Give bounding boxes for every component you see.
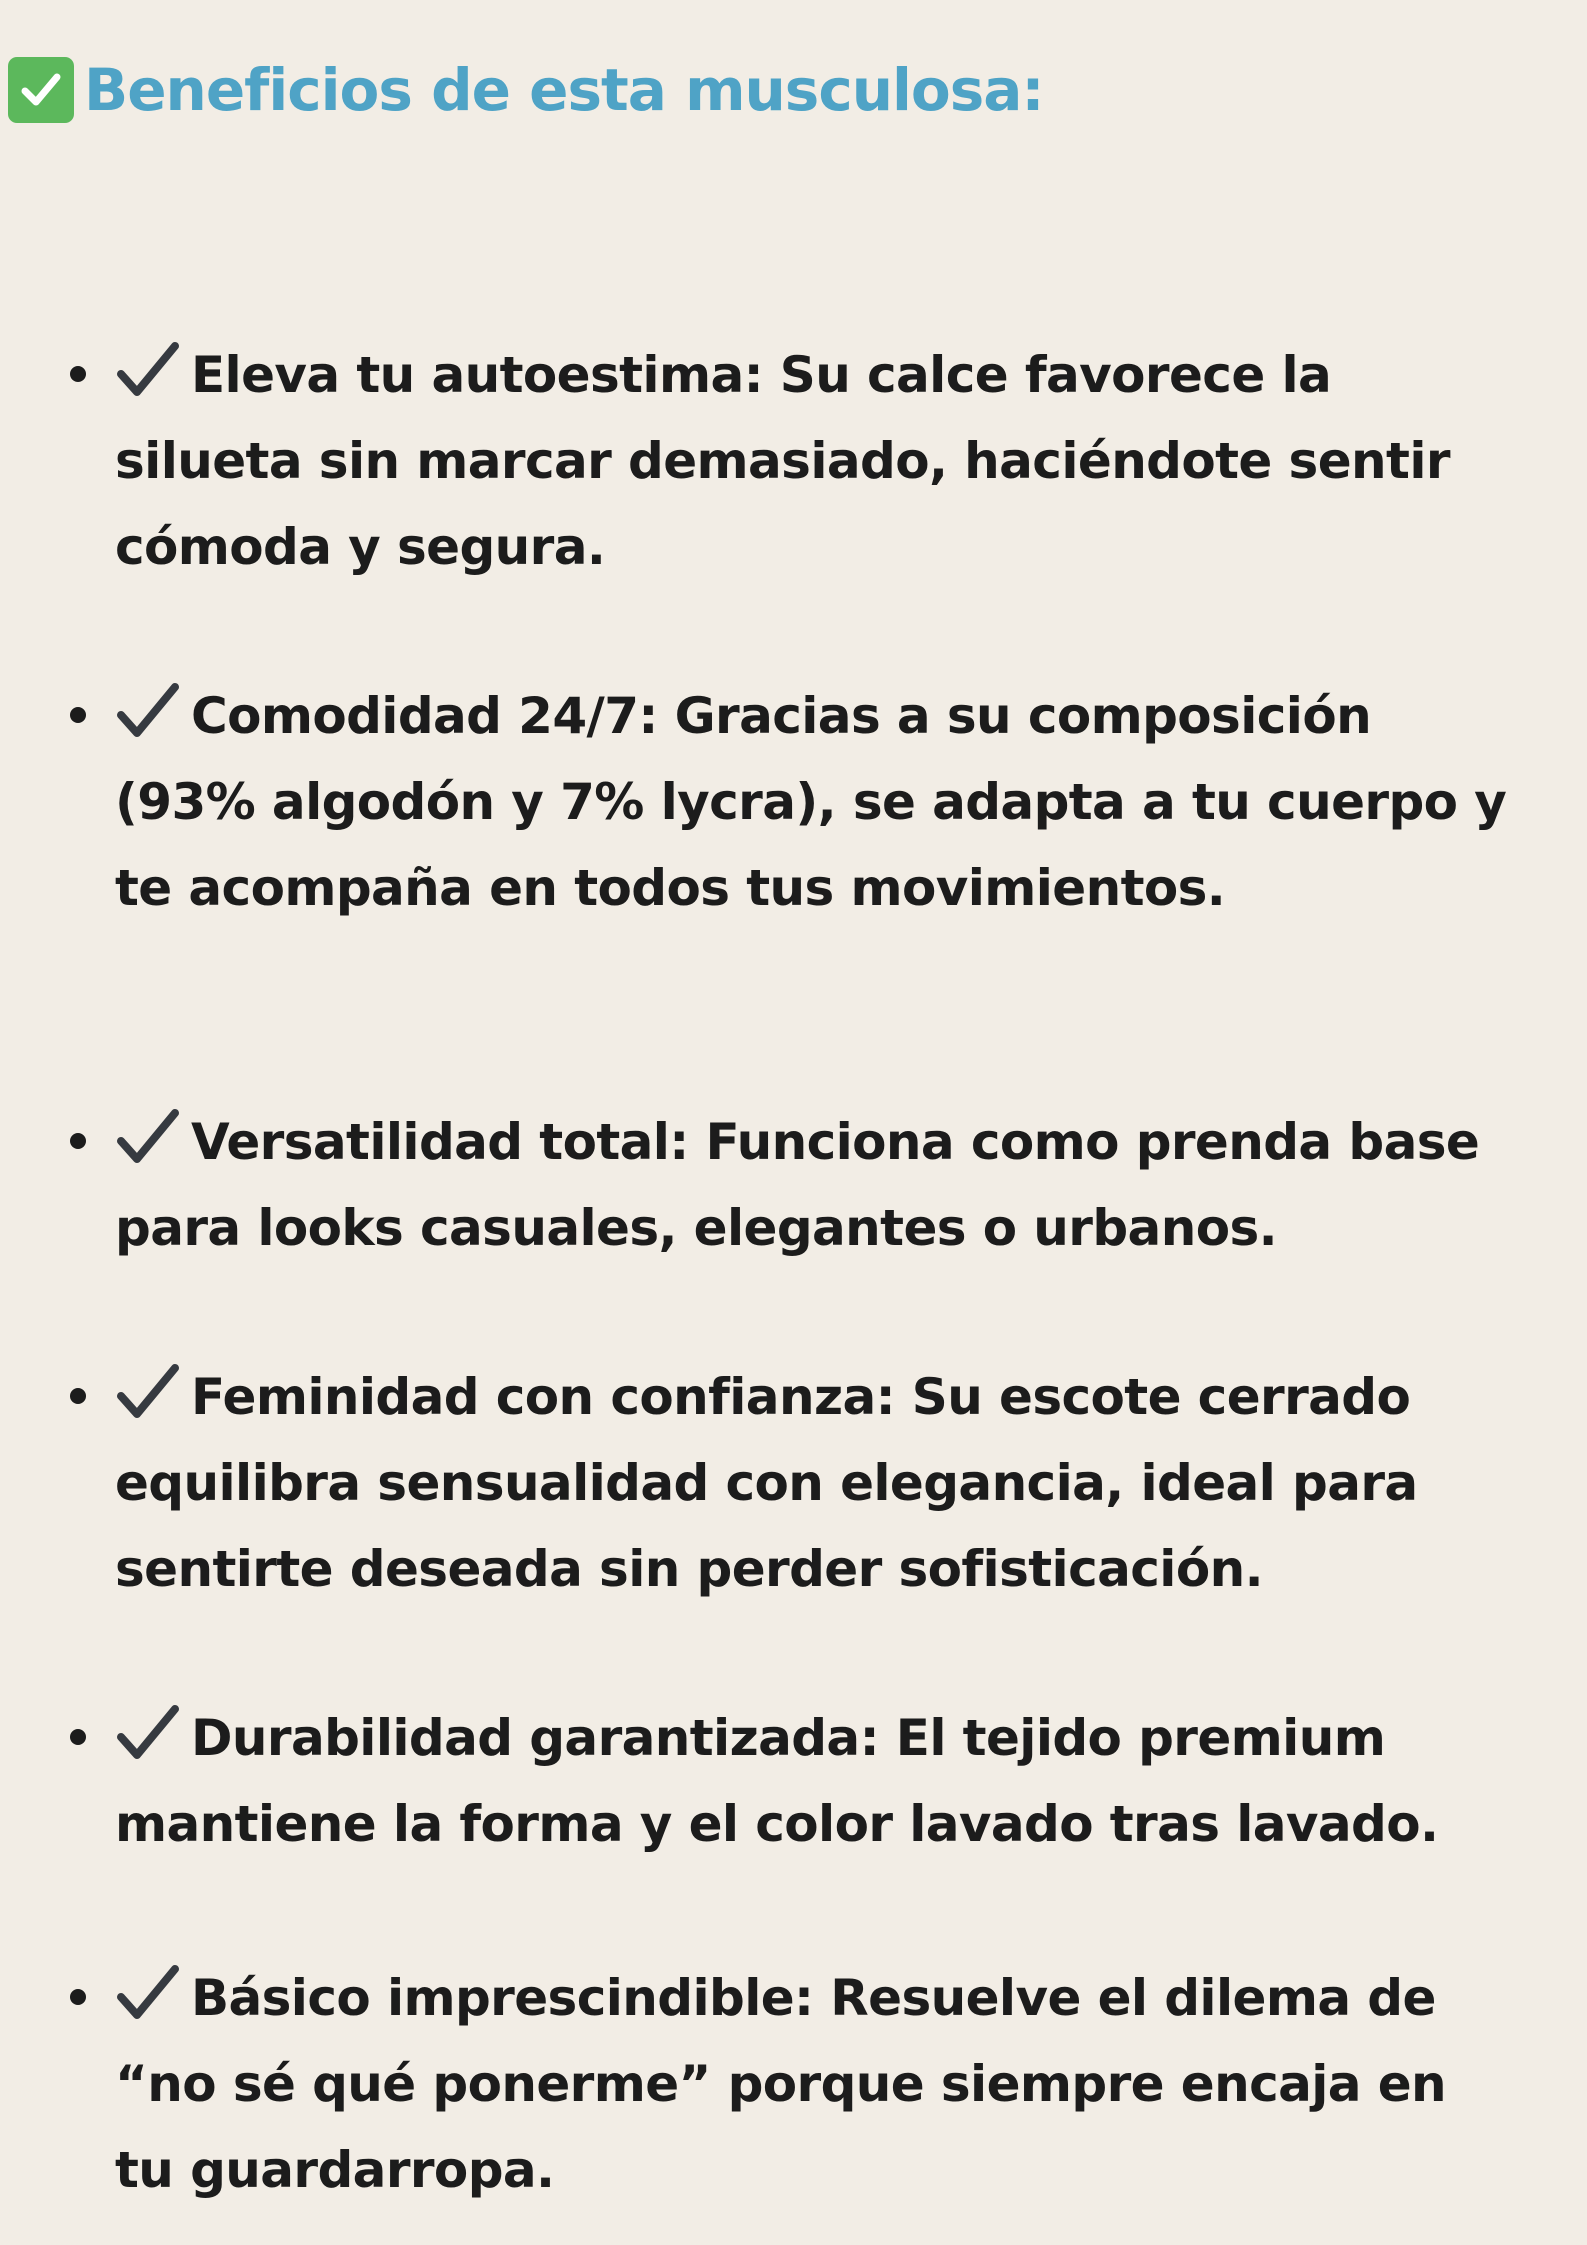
list-item: [115, 1695, 1555, 1867]
list-item: [115, 1955, 1555, 2213]
list-item: [115, 332, 1555, 590]
list-item-line: equilibra sensualidad con elegancia, ideal para: [115, 1454, 1418, 1512]
list-item-line: Versatilidad total: Funciona como prenda base: [115, 1099, 1555, 1185]
list-item-line: cómoda y segura.: [115, 518, 606, 576]
list-item-line: “no sé qué ponerme” porque siempre encaja en: [115, 2055, 1447, 2113]
check-mark-icon: [115, 340, 181, 400]
check-mark-icon: [115, 681, 181, 741]
bullet-icon: [70, 1133, 86, 1149]
check-mark-icon: [115, 1963, 181, 2023]
list-item-line: Eleva tu autoestima: Su calce favorece la: [115, 332, 1555, 418]
list-item: [115, 1354, 1555, 1612]
bullet-icon: [70, 366, 86, 382]
check-mark-icon: [115, 1362, 181, 1422]
list-item-line: Comodidad 24/7: Gracias a su composición: [115, 673, 1555, 759]
list-item-line: sentirte deseada sin perder sofisticación.: [115, 1540, 1263, 1598]
bullet-icon: [70, 1388, 86, 1404]
green-check-box-icon: [8, 57, 74, 123]
list-item-line: (93% algodón y 7% lycra), se adapta a tu cuerpo y: [115, 773, 1507, 831]
list-item: [115, 673, 1555, 931]
list-item-line: Durabilidad garantizada: El tejido premium: [115, 1695, 1555, 1781]
bullet-icon: [70, 1729, 86, 1745]
list-item-line: Feminidad con confianza: Su escote cerrado: [115, 1354, 1555, 1440]
page-title: [8, 48, 1044, 132]
check-mark-icon: [115, 1107, 181, 1167]
list-item-line: silueta sin marcar demasiado, haciéndote sentir: [115, 432, 1450, 490]
bullet-icon: [70, 1989, 86, 2005]
list-item-line: para looks casuales, elegantes o urbanos.: [115, 1199, 1277, 1257]
list-item-line: te acompaña en todos tus movimientos.: [115, 859, 1226, 917]
list-item-line: mantiene la forma y el color lavado tras lavado.: [115, 1795, 1439, 1853]
list-item-line: Básico imprescindible: Resuelve el dilema de: [115, 1955, 1555, 2041]
bullet-icon: [70, 707, 86, 723]
check-mark-icon: [115, 1703, 181, 1763]
list-item-line: tu guardarropa.: [115, 2141, 555, 2199]
list-item: [115, 1099, 1555, 1271]
page-title-text: Beneficios de esta musculosa:: [84, 56, 1044, 124]
